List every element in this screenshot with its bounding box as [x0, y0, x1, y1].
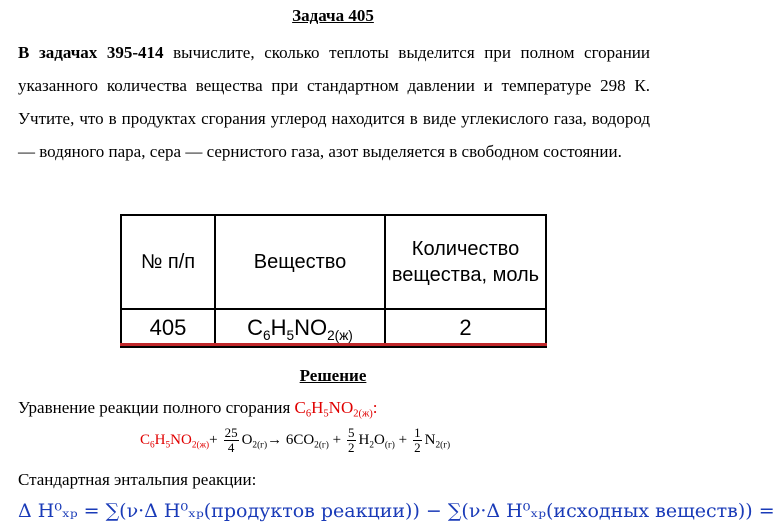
table-underline — [120, 343, 547, 346]
reaction-substance: $C_6H_5NO_{2(ж)}$: — [294, 398, 378, 420]
o2-coefficient: $\frac{25}{4}$ — [224, 425, 238, 455]
o2-term: $O_{2(г)}$ — [241, 432, 268, 451]
problem-range: В задачах 395-414 — [18, 43, 164, 62]
substance-sub: 6 — [263, 327, 271, 343]
problem-statement — [18, 36, 650, 168]
enthalpy-formula: Δ H⁰ₓₚ = ∑(ν·Δ H⁰ₓₚ(продуктов реакции)) − ∑(ν·Δ H⁰ₓₚ(исходных веществ)) = — [18, 500, 775, 522]
substance-part: H — [270, 315, 287, 340]
reaction-line — [18, 398, 378, 418]
n2-term: $N_{2(г)}$ — [424, 432, 451, 451]
enthalpy-label: Стандартная энтальпия реакции: — [18, 470, 257, 489]
co2-term: → $6CO_{2(г)}$ + — [267, 432, 342, 451]
h2o-term: $H_2O_{(г)}$ + — [358, 432, 408, 451]
n2-coefficient: $\frac{1}{2}$ — [414, 425, 421, 455]
substance-sub: 2(ж) — [327, 327, 353, 343]
solution-title: Решение — [299, 366, 367, 385]
substance-part: C — [247, 315, 264, 340]
cell-number: 405 — [121, 309, 215, 347]
cell-amount: 2 — [385, 309, 546, 347]
reaction-equation: $C_6H_5NO_{2(ж)}$ + $\frac{25}{4}$ $O_{2(г)}$ → $6CO_{2(г)}$ + $\frac{5}{2}$ $H_2O_{(г)}$ + $\frac{1}{2}$ $N_{2(г)}$ — [140, 425, 451, 455]
h2o-coefficient: $\frac{5}{2}$ — [348, 425, 355, 455]
header-amount: Количество вещества, моль — [385, 215, 546, 309]
problem-text: вычислите, сколько теплоты выделится при полном сгорании указанного количества вещества при стандартном давлении и температуре 298 К. Учтите, что в продуктах сгорания углерод находится в виде углекислого газа, водород — водяного пара, сера — сернистого газа, азот выделяется в свободном состоянии. — [18, 43, 650, 161]
substance-sub: 5 — [286, 327, 295, 343]
reaction-label: Уравнение реакции полного сгорания — [18, 398, 295, 417]
data-table — [120, 214, 547, 348]
header-number: № п/п — [121, 215, 215, 309]
table-row — [121, 309, 546, 347]
substance-part: NO — [294, 315, 328, 340]
table-header-row — [121, 215, 546, 309]
header-substance: Вещество — [215, 215, 385, 309]
equation-reactant: $C_6H_5NO_{2(ж)}$ — [140, 432, 210, 451]
problem-title: Задача 405 — [292, 6, 374, 25]
cell-substance — [215, 309, 385, 347]
